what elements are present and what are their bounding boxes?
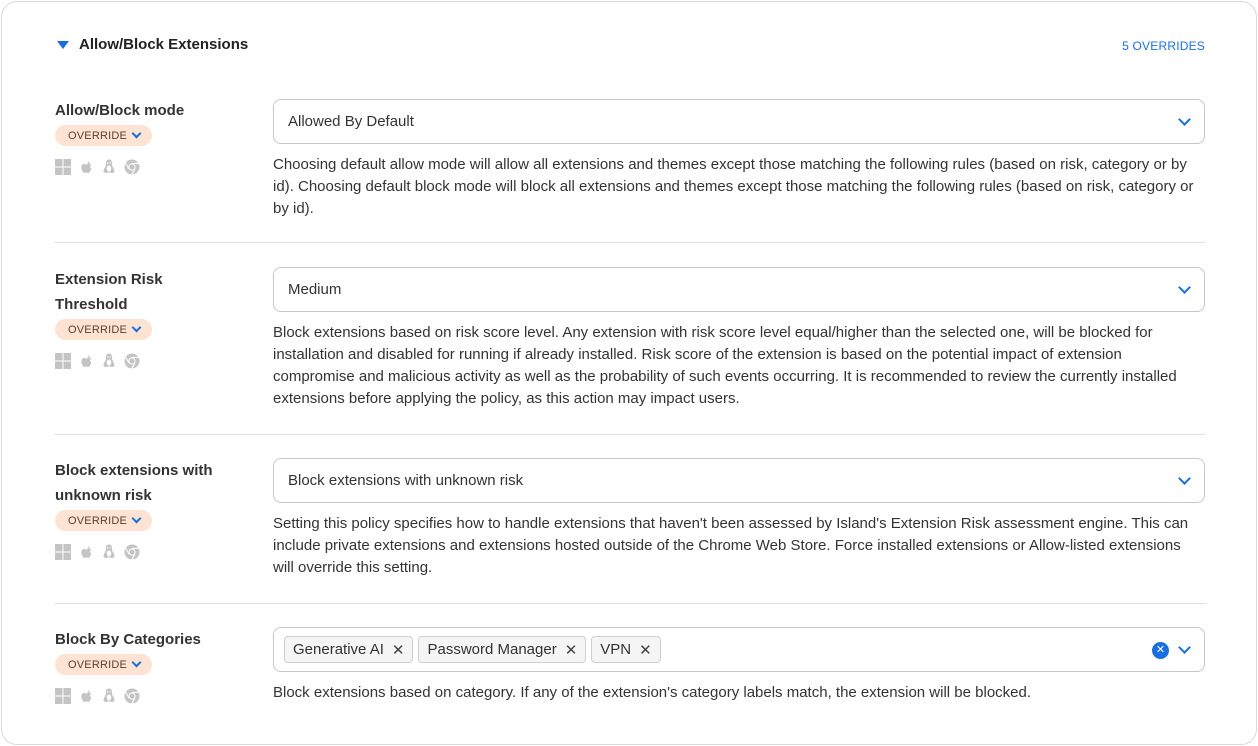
policy-title: Block By Categories bbox=[55, 631, 201, 648]
risk-threshold-select[interactable] bbox=[273, 267, 1205, 312]
apple-icon bbox=[78, 687, 94, 704]
windows-icon bbox=[55, 544, 71, 560]
remove-tag-icon[interactable]: ✕ bbox=[639, 641, 652, 659]
override-badge[interactable] bbox=[55, 654, 152, 675]
row-divider bbox=[55, 242, 1205, 243]
windows-icon bbox=[55, 688, 71, 704]
tag-label: Password Manager bbox=[427, 641, 557, 658]
linux-icon bbox=[101, 352, 117, 369]
chevron-down-icon bbox=[1178, 113, 1191, 126]
category-tag bbox=[591, 636, 660, 663]
chrome-icon bbox=[124, 159, 140, 175]
tag-label: VPN bbox=[600, 641, 632, 658]
chevron-down-icon[interactable] bbox=[1178, 641, 1191, 654]
windows-icon bbox=[55, 159, 71, 175]
select-value: Medium bbox=[288, 281, 342, 298]
override-badge-label: OVERRIDE bbox=[68, 323, 128, 336]
category-tag bbox=[284, 636, 413, 663]
chevron-down-icon bbox=[132, 129, 142, 139]
override-badge[interactable] bbox=[55, 125, 152, 146]
policy-description: Block extensions based on category. If any of the extension's category labels match, the extension will be blocked. bbox=[273, 684, 1032, 701]
apple-icon bbox=[78, 158, 94, 175]
section-toggle[interactable] bbox=[57, 36, 248, 53]
selected-tags bbox=[274, 636, 661, 663]
tag-label: Generative AI bbox=[293, 641, 384, 658]
os-icons bbox=[55, 352, 255, 369]
apple-icon bbox=[78, 543, 94, 560]
policy-title: Block extensions with unknown risk bbox=[55, 462, 213, 504]
allow-block-mode-select[interactable] bbox=[273, 99, 1205, 144]
apple-icon bbox=[78, 352, 94, 369]
os-icons bbox=[55, 687, 255, 704]
os-icons bbox=[55, 543, 255, 560]
policy-description: Block extensions based on risk score level. Any extension with risk score level equal/higher than the selected one, will be blocked for installation and disabled for running if already installed. Risk score of the extension is based on the potential impact of extension compromise and malicious activity as well as the probability of such events occurring. It is recommended to review the currently installed extensions before applying the policy, as this action may impact users. bbox=[273, 324, 1177, 407]
policy-description: Setting this policy specifies how to handle extensions that haven't been assessed by Island's Extension Risk assessment engine. This can include private extensions and extensions hosted outside of the Chrome Web Store. Force installed extensions or Allow-listed extensions will override this setting. bbox=[273, 515, 1189, 576]
unknown-risk-select[interactable] bbox=[273, 458, 1205, 503]
row-divider bbox=[55, 434, 1205, 435]
override-badge[interactable] bbox=[55, 319, 152, 340]
row-divider bbox=[55, 603, 1205, 604]
chrome-icon bbox=[124, 544, 140, 560]
chevron-down-icon bbox=[1178, 472, 1191, 485]
policy-description: Choosing default allow mode will allow all extensions and themes except those matching the following rules (based on risk, category or by id). Choosing default block mode will block all extensions and themes except those matching the following rules (based on risk, category or by id). bbox=[273, 156, 1194, 217]
overrides-link[interactable]: 5 OVERRIDES bbox=[1122, 39, 1205, 53]
windows-icon bbox=[55, 353, 71, 369]
category-tag bbox=[418, 636, 586, 663]
override-badge-label: OVERRIDE bbox=[68, 129, 128, 142]
chevron-down-icon bbox=[132, 658, 142, 668]
chevron-down-icon bbox=[1178, 281, 1191, 294]
select-value: Block extensions with unknown risk bbox=[288, 472, 524, 489]
remove-tag-icon[interactable]: ✕ bbox=[391, 641, 405, 659]
chrome-icon bbox=[124, 688, 140, 704]
override-badge-label: OVERRIDE bbox=[68, 658, 128, 671]
block-categories-multiselect[interactable] bbox=[273, 627, 1205, 672]
clear-all-icon[interactable]: ✕ bbox=[1152, 642, 1169, 659]
override-badge-label: OVERRIDE bbox=[68, 514, 128, 527]
select-value: Allowed By Default bbox=[288, 113, 414, 130]
chevron-down-icon bbox=[132, 514, 142, 524]
policy-title: Extension Risk Threshold bbox=[55, 271, 163, 313]
linux-icon bbox=[101, 158, 117, 175]
override-badge[interactable] bbox=[55, 510, 152, 531]
remove-tag-icon[interactable]: ✕ bbox=[564, 641, 578, 659]
linux-icon bbox=[101, 687, 117, 704]
linux-icon bbox=[101, 543, 117, 560]
chrome-icon bbox=[124, 353, 140, 369]
os-icons bbox=[55, 158, 255, 175]
caret-down-icon bbox=[57, 41, 69, 49]
section-title: Allow/Block Extensions bbox=[79, 36, 249, 53]
policy-title: Allow/Block mode bbox=[55, 102, 185, 119]
chevron-down-icon bbox=[132, 323, 142, 333]
